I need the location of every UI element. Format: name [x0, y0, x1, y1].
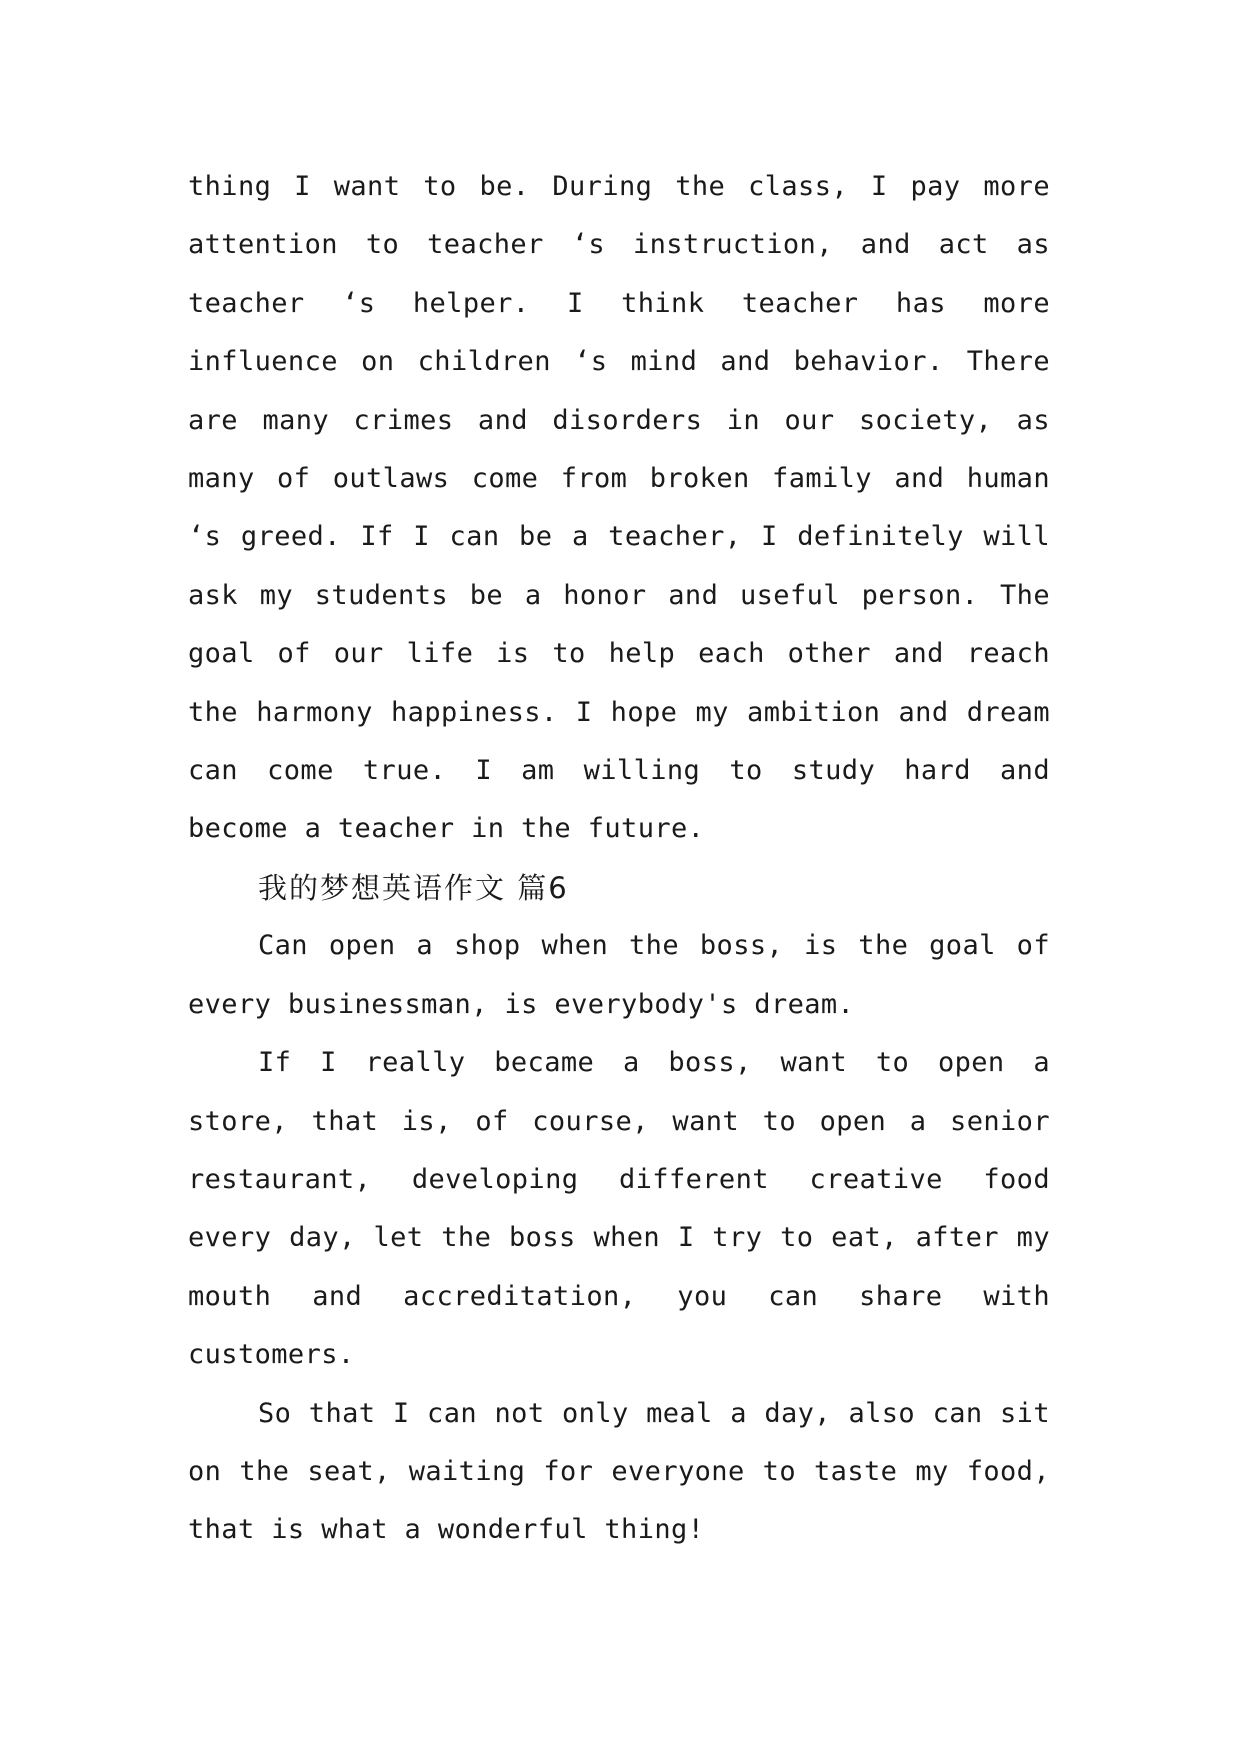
paragraph-2: If I really became a boss, want to open a store, that is, of course, want to open a senior restaurant, developing different creative food every day, let the boss when I try to eat, after my mouth and accreditation, you can share with customers.: [188, 1047, 1050, 1371]
paragraph-3: So that I can not only meal a day, also can sit on the seat, waiting for everyone to taste my food, that is what a wonderful thing!: [188, 1397, 1050, 1546]
continued-paragraph: thing I want to be. During the class, I pay more attention to teacher ‘s instruction, and act as teacher ‘s helper. I think teacher has more influence on children ‘s mind and behavior. There are many crimes and disorders in our society, as many of outlaws come from broken family and human ‘s greed. If I can be a teacher, I definitely will ask my students be a honor and useful person. The goal of our life is to help each other and reach the harmony happiness. I hope my ambition and dream can come true. I am willing to study hard and become a teacher in the future.: [188, 171, 1050, 845]
section-title: 我的梦想英语作文 篇6: [258, 870, 569, 905]
document-page: [188, 158, 1050, 1560]
paragraph-1: Can open a shop when the boss, is the goal of every businessman, is everybody's dream.: [188, 930, 1050, 1020]
